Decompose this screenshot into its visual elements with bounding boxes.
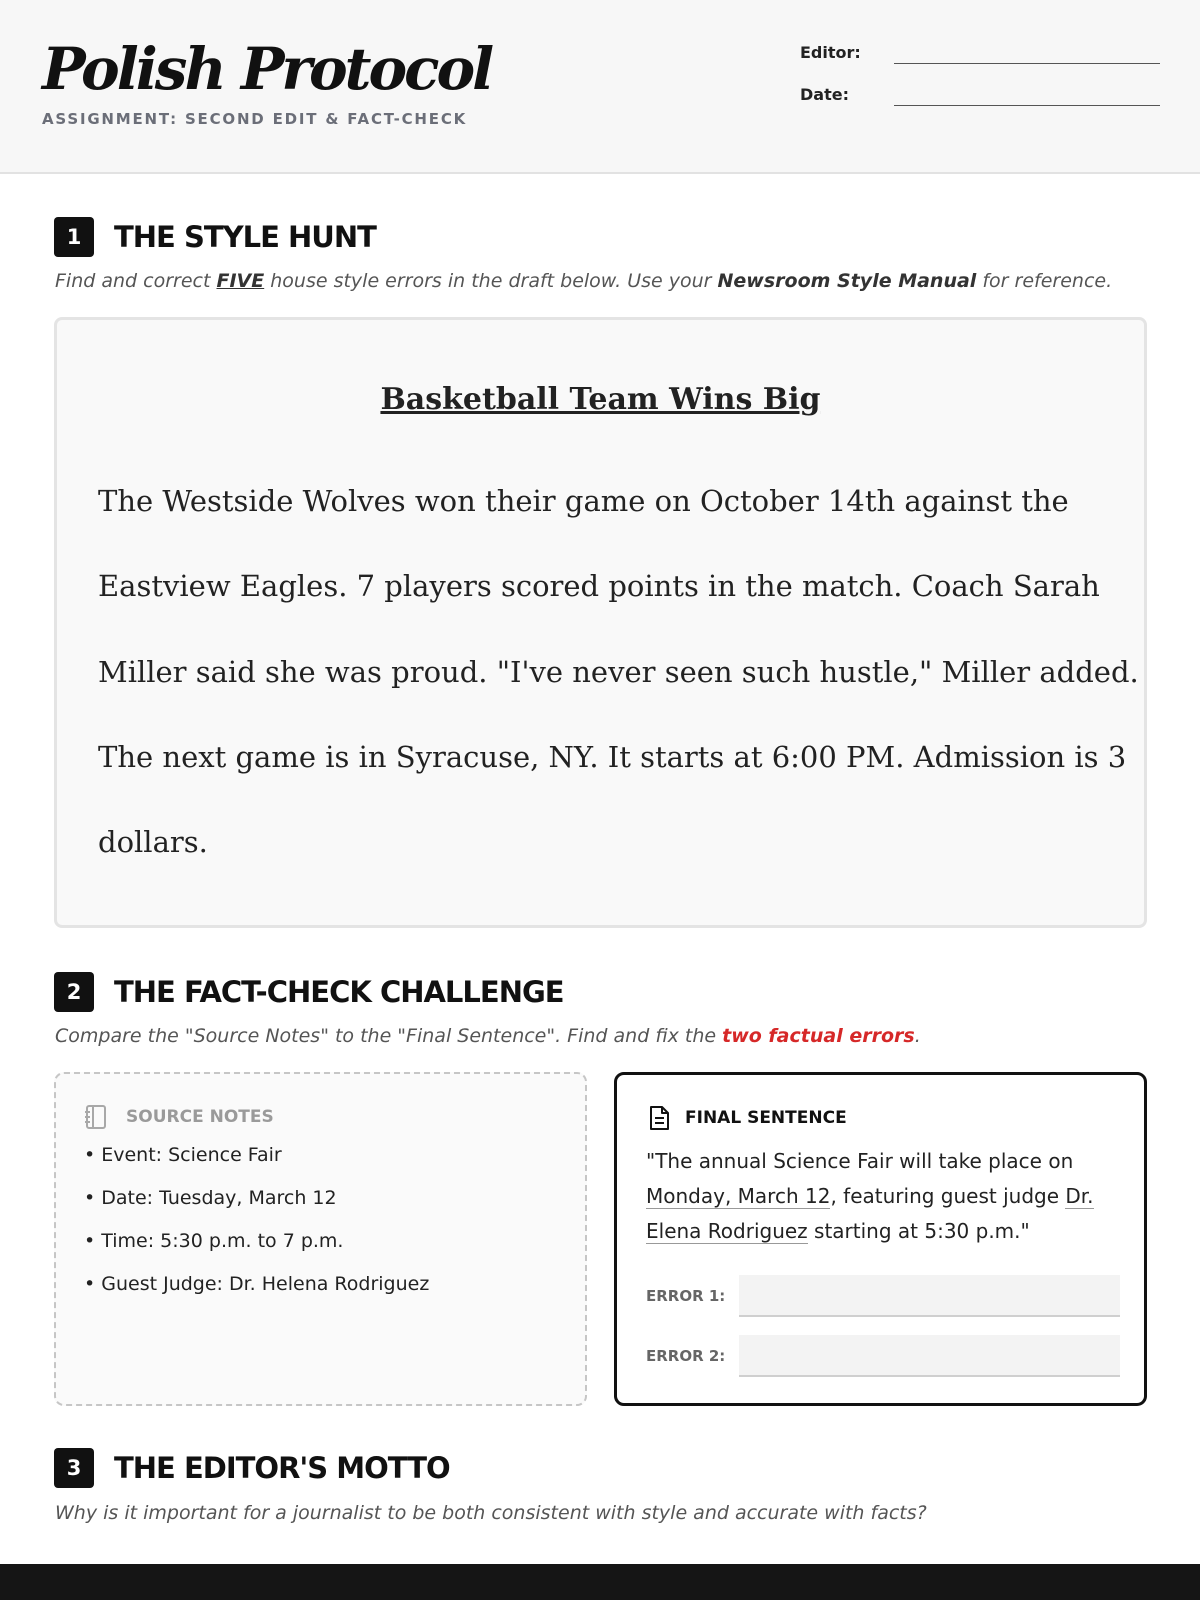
note-item: • Guest Judge: Dr. Helena Rodriguez [84,1273,430,1295]
assignment-subtitle: ASSIGNMENT: SECOND EDIT & FACT-CHECK [42,110,468,128]
style-manual-reference: Newsroom Style Manual [717,270,977,292]
section-3-instruction: Why is it important for a journalist to be both consistent with style and accurate with facts? [55,1502,927,1524]
footer-bar [0,1564,1200,1600]
name-error-span: Elena Rodriguez [646,1219,808,1243]
draft-line: Eastview Eagles. 7 players scored points in the match. Coach Sarah [98,569,1100,603]
draft-article-box [54,317,1147,928]
note-item: • Date: Tuesday, March 12 [84,1187,337,1209]
error-2-row [646,1335,1120,1377]
worksheet-title: Polish Protocol [42,35,492,103]
section-2-instruction [55,1025,921,1047]
source-notes-box [54,1072,587,1406]
date-field[interactable] [894,105,1160,106]
sentence-text: , featuring guest judge [830,1184,1066,1208]
error-count: FIVE [216,270,265,292]
instruction-text: . [914,1025,921,1047]
final-sentence-line: "The annual Science Fair will take place on [646,1149,1074,1173]
worksheet-header [0,0,1200,174]
instruction-text: for reference. [976,270,1113,292]
document-icon [647,1105,671,1131]
section-3-number: 3 [54,1448,94,1488]
editor-label: Editor: [800,43,861,62]
draft-line: The Westside Wolves won their game on October 14th against the [98,484,1069,518]
error-1-label: ERROR 1: [646,1287,726,1305]
error-1-input[interactable] [739,1275,1120,1317]
final-sentence-line [646,1219,1030,1243]
section-1-number: 1 [54,217,94,257]
section-2-number: 2 [54,972,94,1012]
final-sentence-label: FINAL SENTENCE [685,1108,847,1128]
instruction-text: Find and correct [55,270,217,292]
final-sentence-line [646,1184,1094,1208]
section-2-title: THE FACT-CHECK CHALLENGE [114,975,564,1009]
error-2-label: ERROR 2: [646,1347,726,1365]
name-error-span: Dr. [1065,1184,1094,1208]
error-1-row [646,1275,1120,1317]
final-sentence-box [614,1072,1147,1406]
note-item: • Time: 5:30 p.m. to 7 p.m. [84,1230,344,1252]
editor-field[interactable] [894,63,1160,64]
draft-line: Miller said she was proud. "I've never seen such hustle," Miller added. [98,655,1139,689]
section-3-title: THE EDITOR'S MOTTO [114,1451,450,1485]
source-notes-label: SOURCE NOTES [126,1107,274,1127]
draft-headline-text: Basketball Team Wins Big [380,382,821,417]
note-item: • Event: Science Fair [84,1144,282,1166]
date-error-span: Monday, March 12 [646,1184,831,1208]
factual-errors-emphasis: two factual errors [722,1025,915,1047]
section-1-title: THE STYLE HUNT [114,220,376,254]
editor-row [800,43,1162,67]
draft-line: The next game is in Syracuse, NY. It starts at 6:00 PM. Admission is 3 [98,740,1127,774]
date-row [800,85,1162,109]
date-label: Date: [800,85,849,104]
draft-headline [57,382,1144,417]
notebook-icon [84,1104,108,1130]
sentence-text: starting at 5:30 p.m." [807,1219,1030,1243]
instruction-text: house style errors in the draft below. Use your [264,270,718,292]
instruction-text: Compare the "Source Notes" to the "Final Sentence". Find and fix the [55,1025,723,1047]
error-2-input[interactable] [739,1335,1120,1377]
section-1-instruction [55,270,1112,292]
draft-line: dollars. [98,825,208,859]
